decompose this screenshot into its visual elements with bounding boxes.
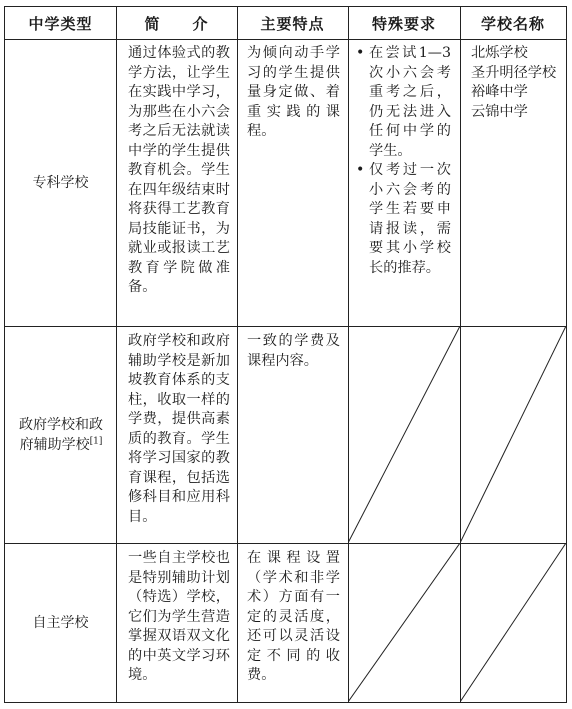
- row-type-text: 专科学校: [32, 175, 89, 191]
- empty-cell-slash: [348, 543, 460, 702]
- intro-text: 一些自主学校也是特别辅助计划（特选）学校，它们为学生营造掌握双语双文化的中英文学习环境。: [128, 550, 230, 683]
- features-cell: [247, 549, 340, 686]
- header-intro: 简 介: [144, 14, 209, 33]
- features-text: 在课程设置（学术和非学术）方面有一定的灵活度，还可以灵活设定不同的收费。: [247, 550, 340, 683]
- schools-cell: [471, 44, 563, 122]
- requirement-item: • 在尝试1—3次小六会考重考之后，仍无法进入任何中学的学生。: [355, 44, 451, 161]
- features-cell: [247, 332, 340, 371]
- features-text: 一致的学费及课程内容。: [247, 333, 340, 369]
- school-name: 圣升明径学校: [471, 64, 557, 81]
- intro-text: 通过体验式的教学方法，让学生在实践中学习，为那些在小六会考之后无法就读中学的学生提供教育机会。学生在四年级结束时将获得工艺教育局技能证书，为就业或报读工艺教育学院做准备。: [128, 45, 230, 295]
- requirement-item: • 仅考过一次小六会考的学生若要申请报读，需要其小学校长的推荐。: [355, 161, 451, 278]
- empty-cell-slash: [348, 326, 460, 543]
- header-features: 主要特点: [260, 14, 325, 33]
- empty-cell-slash: [460, 326, 566, 543]
- row-type-label: [13, 327, 109, 543]
- school-name: 云锦中学: [471, 103, 528, 120]
- features-cell: [247, 44, 340, 142]
- header-requirements: 特殊要求: [371, 14, 436, 33]
- row-type-text: 自主学校: [32, 615, 89, 631]
- school-types-table: [4, 6, 567, 703]
- column-divider: [237, 7, 238, 702]
- header-schools: 学校名称: [480, 14, 545, 33]
- intro-cell: [128, 332, 230, 527]
- intro-cell: [128, 549, 230, 686]
- row-type-text: 政府学校和政府辅助学校: [19, 417, 103, 453]
- intro-text: 政府学校和政府辅助学校是新加坡教育体系的支柱，收取一样的学费，提供高素质的教育。学生将学习国家的教育课程，包括选修科目和应用科目。: [128, 333, 230, 525]
- school-name: 北烁学校: [471, 45, 528, 61]
- row-type-label: [5, 544, 116, 702]
- requirements-cell: [355, 44, 451, 278]
- features-text: 为倾向动手学习的学生提供量身定做、着重实践的课程。: [247, 45, 340, 139]
- footnote-marker: [1]: [89, 436, 103, 447]
- school-name: 裕峰中学: [471, 84, 528, 100]
- row-type-label: [5, 40, 116, 326]
- header-type: 中学类型: [28, 14, 93, 33]
- empty-cell-slash: [460, 543, 566, 702]
- requirements-list: [355, 44, 451, 278]
- column-divider: [116, 7, 117, 702]
- intro-cell: [128, 44, 230, 298]
